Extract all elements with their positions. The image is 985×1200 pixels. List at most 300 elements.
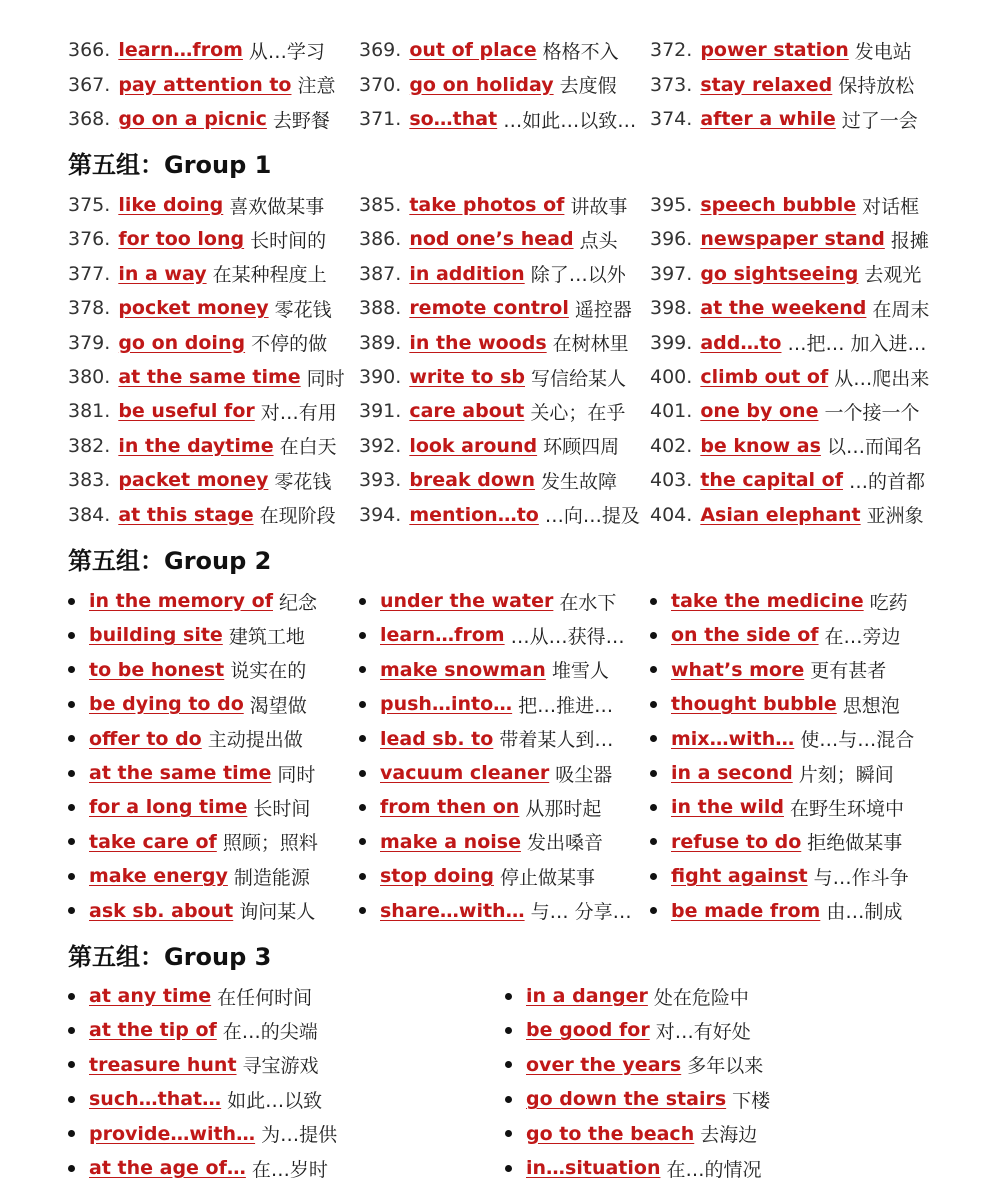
bullet-entry bbox=[650, 687, 900, 721]
vocab-row bbox=[0, 360, 985, 394]
bullet-entry bbox=[68, 722, 303, 756]
entry-number: 402. bbox=[650, 434, 693, 457]
phrase: in a way bbox=[118, 262, 207, 285]
bullet-entry bbox=[68, 1117, 337, 1151]
translation: 去观光 bbox=[864, 264, 922, 287]
entry-number: 396. bbox=[650, 228, 693, 251]
phrase: so…that bbox=[409, 108, 498, 130]
vocab-row bbox=[0, 463, 985, 497]
vocab-entry bbox=[650, 37, 985, 64]
vocab-entry bbox=[359, 192, 650, 219]
vocab-entry bbox=[68, 71, 359, 98]
phrase: one by one bbox=[700, 400, 819, 423]
translation: 在某种程度上 bbox=[212, 264, 327, 287]
translation: 吸尘器 bbox=[555, 763, 613, 786]
vocab-entry bbox=[650, 329, 985, 356]
phrase: go to the beach bbox=[526, 1122, 695, 1145]
phrase: remote control bbox=[409, 297, 569, 320]
entry-number: 389. bbox=[359, 331, 402, 354]
bullet-entry bbox=[68, 687, 307, 721]
phrase: look around bbox=[409, 434, 538, 457]
bullet-icon bbox=[68, 1061, 75, 1068]
bullet-entry bbox=[68, 979, 312, 1013]
bullet-icon bbox=[359, 701, 366, 708]
vocab-entry bbox=[359, 364, 650, 391]
bullet-icon bbox=[68, 993, 75, 1000]
phrase: in addition bbox=[409, 262, 525, 285]
bullet-entry bbox=[68, 653, 306, 687]
translation: 带着某人到… bbox=[499, 729, 614, 752]
phrase: mix…with… bbox=[671, 727, 795, 750]
entry-number: 398. bbox=[650, 297, 693, 320]
bullet-icon bbox=[68, 907, 75, 914]
bullet-entry bbox=[68, 584, 317, 618]
phrase: in the memory of bbox=[89, 590, 273, 612]
bullet-entry bbox=[359, 687, 613, 721]
bullet-icon bbox=[650, 666, 657, 673]
vocab-entry bbox=[359, 432, 650, 459]
bullet-icon bbox=[68, 1096, 75, 1103]
phrase: go sightseeing bbox=[700, 262, 859, 285]
bullet-icon bbox=[359, 735, 366, 742]
translation: 在…旁边 bbox=[824, 625, 901, 648]
bullet-entry bbox=[68, 1151, 328, 1185]
bullet-entry bbox=[359, 756, 612, 790]
bullet-entry bbox=[650, 653, 886, 687]
phrase: power station bbox=[700, 39, 849, 61]
translation: …如此…以致… bbox=[503, 109, 637, 132]
translation: 建筑工地 bbox=[228, 625, 305, 648]
entry-number: 377. bbox=[68, 262, 111, 285]
bullet-icon bbox=[68, 632, 75, 639]
phrase: at the same time bbox=[118, 366, 301, 388]
phrase: at the age of… bbox=[89, 1157, 246, 1179]
phrase: newspaper stand bbox=[700, 228, 885, 251]
bullet-icon bbox=[359, 598, 366, 605]
bullet-entry bbox=[505, 1082, 770, 1116]
translation: 在白天 bbox=[279, 436, 337, 459]
entry-number: 393. bbox=[359, 469, 402, 492]
vocab-row bbox=[0, 68, 985, 102]
vocab-row bbox=[0, 429, 985, 463]
bullet-icon bbox=[68, 735, 75, 742]
phrase: at this stage bbox=[118, 503, 254, 526]
bullet-entry bbox=[650, 894, 902, 928]
bullet-icon bbox=[650, 907, 657, 914]
entry-number: 371. bbox=[359, 108, 402, 130]
bullet-entry bbox=[359, 790, 601, 824]
bullet-entry bbox=[359, 859, 595, 893]
bullet-icon bbox=[68, 873, 75, 880]
translation: 发电站 bbox=[854, 40, 912, 63]
bullet-entry bbox=[359, 825, 603, 859]
bullet-icon bbox=[359, 804, 366, 811]
entry-number: 369. bbox=[359, 39, 402, 61]
phrase: for too long bbox=[118, 228, 245, 251]
translation: 去野餐 bbox=[272, 109, 330, 132]
translation: 多年以来 bbox=[687, 1055, 764, 1078]
translation: 同时 bbox=[277, 763, 316, 786]
vocab-entry bbox=[68, 467, 359, 494]
translation: 吃药 bbox=[869, 591, 908, 614]
translation: 长时间 bbox=[253, 797, 311, 820]
bullet-entry bbox=[650, 584, 908, 618]
vocab-entry bbox=[68, 364, 359, 391]
phrase: building site bbox=[89, 624, 223, 647]
translation: 如此…以致 bbox=[227, 1089, 323, 1112]
vocab-entry bbox=[68, 501, 359, 528]
translation: 遥控器 bbox=[574, 298, 632, 321]
translation: 去海边 bbox=[700, 1124, 758, 1147]
translation: 纪念 bbox=[279, 591, 318, 614]
translation: …把… 加入进… bbox=[787, 333, 927, 356]
phrase: take care of bbox=[89, 830, 217, 853]
translation: 片刻；瞬间 bbox=[798, 763, 894, 786]
vocab-row bbox=[0, 33, 985, 67]
bullet-entry bbox=[650, 722, 914, 756]
translation: 主动提出做 bbox=[207, 729, 303, 752]
phrase: ask sb. about bbox=[89, 899, 234, 922]
bullet-icon bbox=[505, 1027, 512, 1034]
bullet-icon bbox=[650, 804, 657, 811]
phrase: be useful for bbox=[118, 400, 255, 423]
phrase: write to sb bbox=[409, 366, 525, 388]
bullet-icon bbox=[68, 1027, 75, 1034]
translation: 对…有用 bbox=[260, 401, 337, 424]
translation: …向…提及 bbox=[544, 505, 640, 528]
entry-number: 375. bbox=[68, 194, 111, 216]
vocab-entry bbox=[68, 226, 359, 253]
entry-number: 395. bbox=[650, 194, 693, 216]
vocab-entry bbox=[650, 295, 985, 322]
translation: …从…获得… bbox=[510, 625, 625, 648]
translation: 零花钱 bbox=[274, 298, 332, 321]
phrase: be know as bbox=[700, 434, 821, 457]
entry-number: 397. bbox=[650, 262, 693, 285]
translation: 格格不入 bbox=[542, 40, 619, 63]
bullet-icon bbox=[650, 873, 657, 880]
phrase: what’s more bbox=[671, 658, 805, 681]
phrase: pocket money bbox=[118, 297, 269, 320]
entry-number: 388. bbox=[359, 297, 402, 320]
phrase: push…into… bbox=[380, 693, 513, 716]
translation: 处在危险中 bbox=[653, 986, 749, 1009]
entry-number: 391. bbox=[359, 400, 402, 423]
bullet-icon bbox=[359, 666, 366, 673]
entry-number: 367. bbox=[68, 73, 111, 96]
translation: 拒绝做某事 bbox=[807, 832, 903, 855]
phrase: take photos of bbox=[409, 194, 565, 216]
vocab-entry bbox=[68, 260, 359, 287]
bullet-icon bbox=[505, 1096, 512, 1103]
bullet-icon bbox=[68, 838, 75, 845]
vocab-entry bbox=[68, 398, 359, 425]
bullet-icon bbox=[505, 1061, 512, 1068]
vocab-row bbox=[0, 257, 985, 291]
bullet-entry bbox=[505, 979, 749, 1013]
entry-number: 404. bbox=[650, 503, 693, 526]
entry-number: 401. bbox=[650, 400, 693, 423]
bullet-entry bbox=[505, 1117, 757, 1151]
translation: 在…的情况 bbox=[666, 1158, 762, 1181]
bullet-icon bbox=[359, 838, 366, 845]
phrase: make snowman bbox=[380, 658, 546, 681]
phrase: after a while bbox=[700, 108, 836, 130]
phrase: break down bbox=[409, 469, 535, 492]
vocab-entry bbox=[68, 37, 359, 64]
bullet-icon bbox=[68, 770, 75, 777]
phrase: such…that… bbox=[89, 1088, 222, 1111]
phrase: stop doing bbox=[380, 865, 494, 888]
translation: 长时间的 bbox=[250, 229, 327, 252]
phrase: over the years bbox=[526, 1053, 682, 1076]
translation: 在周末 bbox=[872, 298, 930, 321]
bullet-entry bbox=[650, 825, 902, 859]
entry-number: 382. bbox=[68, 434, 111, 457]
phrase: thought bubble bbox=[671, 693, 837, 716]
vocab-entry bbox=[68, 432, 359, 459]
phrase: fight against bbox=[671, 865, 808, 888]
vocab-entry bbox=[359, 295, 650, 322]
translation: 同时 bbox=[306, 367, 345, 390]
vocab-row bbox=[0, 291, 985, 325]
phrase: stay relaxed bbox=[700, 73, 833, 96]
bullet-icon bbox=[650, 632, 657, 639]
entry-number: 392. bbox=[359, 434, 402, 457]
bullet-icon bbox=[68, 701, 75, 708]
bullet-icon bbox=[68, 1165, 75, 1172]
bullet-entry bbox=[68, 894, 315, 928]
phrase: care about bbox=[409, 400, 525, 423]
translation: 与…作斗争 bbox=[813, 866, 909, 889]
vocab-entry bbox=[359, 226, 650, 253]
phrase: go on holiday bbox=[409, 73, 554, 96]
translation: 保持放松 bbox=[838, 75, 915, 97]
bullet-entry bbox=[359, 584, 616, 618]
phrase: to be honest bbox=[89, 658, 225, 681]
entry-number: 386. bbox=[359, 228, 402, 251]
bullet-entry bbox=[68, 790, 310, 824]
phrase: out of place bbox=[409, 39, 537, 61]
translation: 发生故障 bbox=[540, 470, 617, 493]
phrase: be dying to do bbox=[89, 693, 244, 716]
bullet-entry bbox=[359, 894, 632, 928]
vocab-entry bbox=[359, 260, 650, 287]
vocab-row bbox=[0, 102, 985, 136]
vocab-entry bbox=[650, 71, 985, 98]
phrase: lead sb. to bbox=[380, 727, 494, 750]
translation: 在树林里 bbox=[552, 333, 629, 356]
bullet-icon bbox=[359, 770, 366, 777]
phrase: make energy bbox=[89, 865, 228, 888]
phrase: climb out of bbox=[700, 366, 829, 388]
entry-number: 378. bbox=[68, 297, 111, 320]
phrase: treasure hunt bbox=[89, 1053, 237, 1076]
phrase: Asian elephant bbox=[700, 503, 861, 526]
vocab-row bbox=[0, 222, 985, 256]
vocab-entry bbox=[359, 329, 650, 356]
vocab-entry bbox=[68, 192, 359, 219]
phrase: in the woods bbox=[409, 331, 547, 354]
phrase: be good for bbox=[526, 1019, 650, 1042]
bullet-entry bbox=[68, 618, 305, 652]
translation: 询问某人 bbox=[239, 901, 316, 924]
entry-number: 384. bbox=[68, 503, 111, 526]
vocab-entry bbox=[650, 467, 985, 494]
phrase: at the tip of bbox=[89, 1019, 217, 1042]
translation: 寻宝游戏 bbox=[242, 1055, 319, 1078]
phrase: go on a picnic bbox=[118, 108, 267, 130]
bullet-entry bbox=[650, 859, 909, 893]
translation: 不停的做 bbox=[251, 333, 328, 356]
phrase: nod one’s head bbox=[409, 228, 574, 251]
translation: 从那时起 bbox=[525, 797, 602, 820]
translation: 亚洲象 bbox=[866, 505, 924, 528]
translation: 在水下 bbox=[559, 591, 617, 614]
entry-number: 387. bbox=[359, 262, 402, 285]
entry-number: 390. bbox=[359, 366, 402, 388]
bullet-entry bbox=[68, 1013, 318, 1047]
translation: 为…提供 bbox=[261, 1124, 338, 1147]
translation: 发出嗓音 bbox=[526, 832, 603, 855]
vocab-entry bbox=[68, 329, 359, 356]
bullet-icon bbox=[505, 1165, 512, 1172]
phrase: learn…from bbox=[118, 39, 243, 61]
entry-number: 403. bbox=[650, 469, 693, 492]
entry-number: 366. bbox=[68, 39, 111, 61]
phrase: make a noise bbox=[380, 830, 521, 853]
phrase: at the weekend bbox=[700, 297, 867, 320]
bullet-icon bbox=[505, 993, 512, 1000]
translation: 对话框 bbox=[862, 195, 920, 218]
translation: 零花钱 bbox=[274, 470, 332, 493]
translation: 报摊 bbox=[890, 229, 929, 252]
bullet-icon bbox=[68, 598, 75, 605]
bullet-entry bbox=[359, 618, 625, 652]
translation: 点头 bbox=[579, 229, 618, 252]
translation: 从…学习 bbox=[248, 40, 325, 63]
entry-number: 383. bbox=[68, 469, 111, 492]
vocab-entry bbox=[650, 364, 985, 391]
translation: 由…制成 bbox=[826, 901, 903, 924]
bullet-icon bbox=[650, 701, 657, 708]
phrase: provide…with… bbox=[89, 1122, 256, 1145]
translation: 关心；在乎 bbox=[530, 401, 626, 424]
phrase: go on doing bbox=[118, 331, 246, 354]
bullet-entry bbox=[68, 859, 310, 893]
translation: 过了一会 bbox=[841, 109, 918, 132]
translation: 讲故事 bbox=[570, 195, 628, 218]
translation: 在现阶段 bbox=[259, 505, 336, 528]
translation: 在…岁时 bbox=[251, 1158, 328, 1181]
entry-number: 374. bbox=[650, 108, 693, 130]
translation: 从…爬出来 bbox=[834, 367, 930, 390]
bullet-icon bbox=[68, 1130, 75, 1137]
bullet-entry bbox=[359, 722, 613, 756]
translation: 对…有好处 bbox=[655, 1020, 751, 1043]
entry-number: 368. bbox=[68, 108, 111, 130]
bullet-entry bbox=[68, 1048, 319, 1082]
phrase: mention…to bbox=[409, 503, 539, 526]
bullet-icon bbox=[650, 735, 657, 742]
vocab-entry bbox=[650, 192, 985, 219]
translation: 更有甚者 bbox=[810, 660, 887, 683]
bullet-icon bbox=[359, 873, 366, 880]
phrase: at any time bbox=[89, 985, 212, 1007]
bullet-entry bbox=[505, 1048, 763, 1082]
phrase: pay attention to bbox=[118, 73, 292, 96]
bullet-entry bbox=[505, 1151, 761, 1185]
phrase: in a danger bbox=[526, 985, 648, 1007]
bullet-entry bbox=[68, 1082, 322, 1116]
translation: 把…推进… bbox=[518, 694, 614, 717]
entry-number: 372. bbox=[650, 39, 693, 61]
translation: 环顾四周 bbox=[543, 436, 620, 459]
phrase: at the same time bbox=[89, 762, 272, 784]
phrase: go down the stairs bbox=[526, 1088, 727, 1111]
phrase: in the wild bbox=[671, 796, 784, 819]
phrase: in the daytime bbox=[118, 434, 274, 457]
phrase: refuse to do bbox=[671, 830, 802, 853]
phrase: share…with… bbox=[380, 899, 525, 922]
vocab-row bbox=[0, 326, 985, 360]
bullet-icon bbox=[68, 804, 75, 811]
phrase: in a second bbox=[671, 762, 793, 784]
phrase: take the medicine bbox=[671, 590, 864, 612]
translation: 在任何时间 bbox=[217, 986, 313, 1009]
vocab-entry bbox=[650, 432, 985, 459]
vocab-entry bbox=[359, 467, 650, 494]
bullet-icon bbox=[650, 770, 657, 777]
translation: 下楼 bbox=[732, 1089, 771, 1112]
vocab-entry bbox=[359, 37, 650, 64]
entry-number: 380. bbox=[68, 366, 111, 388]
entry-number: 394. bbox=[359, 503, 402, 526]
phrase: like doing bbox=[118, 194, 224, 216]
group-heading: 第五组：Group 1 bbox=[68, 151, 272, 179]
phrase: under the water bbox=[380, 590, 554, 612]
phrase: speech bubble bbox=[700, 194, 857, 216]
vocab-row bbox=[0, 188, 985, 222]
vocab-entry bbox=[359, 71, 650, 98]
entry-number: 376. bbox=[68, 228, 111, 251]
phrase: offer to do bbox=[89, 727, 202, 750]
entry-number: 373. bbox=[650, 73, 693, 96]
vocab-entry bbox=[68, 106, 359, 133]
phrase: in…situation bbox=[526, 1157, 661, 1179]
bullet-icon bbox=[359, 632, 366, 639]
bullet-icon bbox=[650, 598, 657, 605]
group-heading: 第五组：Group 3 bbox=[68, 943, 272, 971]
phrase: add…to bbox=[700, 331, 782, 354]
vocab-entry bbox=[650, 106, 985, 133]
translation: 堆雪人 bbox=[551, 660, 609, 683]
group-heading: 第五组：Group 2 bbox=[68, 547, 272, 575]
bullet-icon bbox=[359, 907, 366, 914]
vocab-row bbox=[0, 394, 985, 428]
translation: 制造能源 bbox=[233, 866, 310, 889]
translation: 去度假 bbox=[559, 75, 617, 97]
entry-number: 400. bbox=[650, 366, 693, 388]
phrase: learn…from bbox=[380, 624, 505, 647]
translation: 除了…以外 bbox=[530, 264, 626, 287]
bullet-entry bbox=[68, 825, 318, 859]
translation: 注意 bbox=[297, 75, 336, 97]
vocab-entry bbox=[359, 106, 650, 133]
entry-number: 370. bbox=[359, 73, 402, 96]
bullet-entry bbox=[650, 756, 894, 790]
vocab-entry bbox=[650, 260, 985, 287]
